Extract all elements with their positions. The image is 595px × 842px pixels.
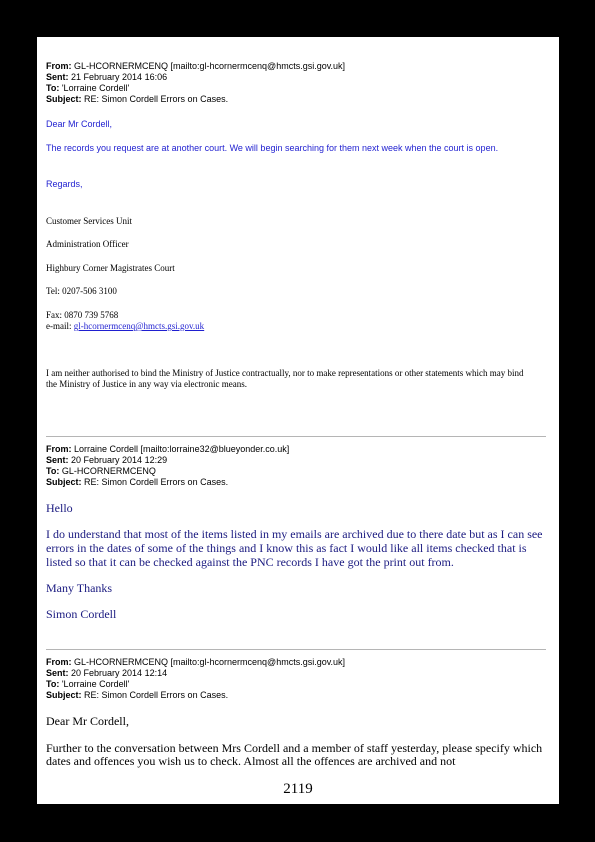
signature-email	[46, 321, 531, 332]
email3-greeting: Dear Mr Cordell,	[46, 714, 129, 728]
email2-closing: Many Thanks	[46, 581, 113, 595]
email-label: e-mail:	[46, 321, 74, 331]
signature-tel: Tel: 0207-506 3100	[46, 286, 117, 296]
email3-body: Further to the conversation between Mrs Cordell and a member of staff yesterday, please specify which dates and offences you wish us to check. Almost all the offences are archived and not	[46, 741, 543, 768]
from-label: From:	[46, 444, 72, 454]
from-value: GL-HCORNERMCENQ [mailto:gl-hcornermcenq@hmcts.gsi.gov.uk]	[74, 61, 346, 71]
sent-value: 20 February 2014 12:14	[71, 668, 168, 678]
email1-to	[46, 83, 129, 94]
separator	[46, 649, 546, 650]
document-page	[37, 37, 559, 804]
email3-from	[46, 657, 345, 668]
from-value: Lorraine Cordell [mailto:lorraine32@blueyonder.co.uk]	[74, 444, 290, 454]
email3-sent	[46, 668, 167, 679]
subject-label: Subject:	[46, 690, 82, 700]
signature-court: Highbury Corner Magistrates Court	[46, 263, 175, 273]
email2-from	[46, 444, 289, 455]
email3-subject	[46, 690, 228, 701]
to-label: To:	[46, 679, 60, 689]
signature-title: Administration Officer	[46, 239, 129, 249]
to-label: To:	[46, 83, 60, 93]
email1-from	[46, 61, 345, 72]
separator	[46, 436, 546, 437]
email3-to	[46, 679, 129, 690]
sent-label: Sent:	[46, 72, 69, 82]
to-value: 'Lorraine Cordell'	[61, 83, 130, 93]
disclaimer: I am neither authorised to bind the Ministry of Justice contractually, nor to make representations or other statements which may bind the Ministry of Justice in any way via electronic means.	[46, 368, 524, 389]
email2-signature: Simon Cordell	[46, 607, 117, 621]
email2-body: I do understand that most of the items listed in my emails are archived due to there date but as I can see errors in the dates of some of the things and I know this as fact I would like all items checked that is listed so that it can be checked against the PNC records I have got the print out from.	[46, 527, 543, 569]
sent-label: Sent:	[46, 668, 69, 678]
from-label: From:	[46, 657, 72, 667]
signature-fax: Fax: 0870 739 5768	[46, 310, 119, 320]
email1-body: The records you request are at another court. We will begin searching for them next week when the court is open.	[46, 143, 499, 153]
page-number: 2119	[283, 781, 313, 797]
to-value: 'Lorraine Cordell'	[61, 679, 130, 689]
email1-subject	[46, 94, 228, 105]
signature-unit: Customer Services Unit	[46, 216, 132, 226]
subject-value: RE: Simon Cordell Errors on Cases.	[84, 94, 229, 104]
email2-subject	[46, 477, 228, 488]
email-link[interactable]: gl-hcornermcenq@hmcts.gsi.gov.uk	[73, 321, 205, 331]
to-label: To:	[46, 466, 60, 476]
subject-label: Subject:	[46, 477, 82, 487]
from-value: GL-HCORNERMCENQ [mailto:gl-hcornermcenq@hmcts.gsi.gov.uk]	[74, 657, 346, 667]
email2-greeting: Hello	[46, 501, 73, 515]
to-value: GL-HCORNERMCENQ	[61, 466, 156, 476]
email1-greeting: Dear Mr Cordell,	[46, 119, 113, 129]
subject-value: RE: Simon Cordell Errors on Cases.	[84, 690, 229, 700]
sent-value: 21 February 2014 16:06	[71, 72, 168, 82]
subject-label: Subject:	[46, 94, 82, 104]
email2-to	[46, 466, 156, 477]
from-label: From:	[46, 61, 72, 71]
sent-value: 20 February 2014 12:29	[71, 455, 168, 465]
email1-sent	[46, 72, 167, 83]
subject-value: RE: Simon Cordell Errors on Cases.	[84, 477, 229, 487]
email1-closing: Regards,	[46, 179, 83, 189]
email2-sent	[46, 455, 167, 466]
sent-label: Sent:	[46, 455, 69, 465]
